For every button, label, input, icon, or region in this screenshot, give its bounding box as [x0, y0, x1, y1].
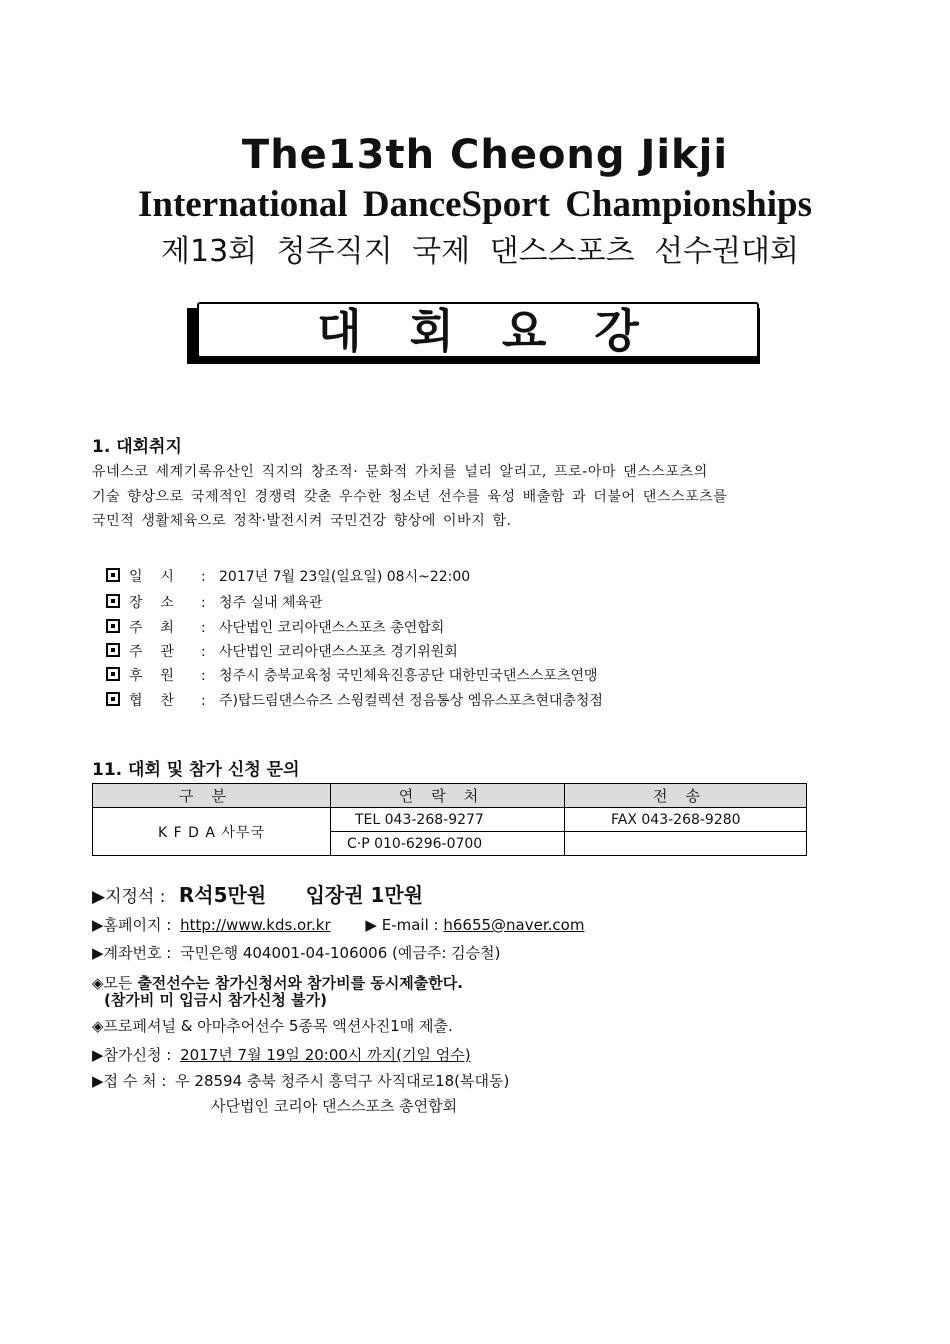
section2-heading: 11. 대회 및 참가 신청 문의	[92, 760, 300, 780]
header-cell: 전송	[565, 784, 807, 808]
info-row-organizer: 주 관 : 사단법인 코리아댄스스포츠 경기위원회	[106, 641, 458, 661]
office-cell: K F D A 사무국	[93, 808, 331, 856]
table-header-row	[93, 784, 807, 808]
seat-price: R석5만원	[178, 883, 267, 907]
info-row-venue: 장 소 : 청주 실내 체육관	[106, 592, 323, 612]
paragraph-line: 유네스코 세계기록유산인 직지의 창조적· 문화적 가치를 널리 알리고, 프로-아마 댄스스포츠의	[92, 464, 708, 480]
square-bullet-icon	[106, 619, 120, 633]
banner-title: 대회요강	[317, 304, 687, 358]
notice-line-1: ◈모든 출전선수는 참가신청서와 참가비를 동시제출한다.	[92, 974, 463, 992]
homepage-link[interactable]: http://www.kds.or.kr	[180, 916, 331, 934]
contact-table	[92, 783, 807, 856]
account-line: ▶계좌번호 : 국민은행 404001-04-106006 (예금주: 김승철)	[92, 944, 501, 962]
title-line-2: International DanceSport Championships	[137, 184, 812, 225]
email-link[interactable]: h6655@naver.com	[443, 916, 585, 934]
address-line: ▶접 수 처 : 우 28594 충북 청주시 흥덕구 사직대로18(복대동)	[92, 1072, 510, 1090]
paragraph-line: 기술 향상으로 국제적인 경쟁력 갖춘 우수한 청소년 선수를 육성 배출함 과 더불어 댄스스포츠를	[92, 488, 728, 505]
homepage-line: ▶홈페이지 : http://www.kds.or.kr ▶ E-mail : h6655@naver.com	[92, 916, 585, 934]
info-row-support: 협 찬 : 주)탑드림댄스슈즈 스윙컬렉션 정음통상 엠유스포츠현대충청점	[106, 690, 603, 710]
title-line-3: 제13회 청주직지 국제 댄스스포츠 선수권대회	[161, 234, 799, 269]
square-bullet-icon	[106, 568, 120, 582]
empty-cell	[565, 832, 807, 856]
apply-line: ▶참가신청 : 2017년 7월 19일 20:00시 까지(기일 엄수)	[92, 1046, 471, 1064]
seat-line: ▶지정석 : R석5만원 입장권 1만원	[92, 883, 424, 907]
ticket-price: 입장권 1만원	[305, 883, 424, 907]
title-line-1: The13th Cheong Jikji	[241, 132, 729, 178]
square-bullet-icon	[106, 643, 120, 657]
section1-heading: 1. 대회취지	[92, 437, 182, 457]
paragraph-line: 국민적 생활체육으로 정착·발전시켜 국민건강 향상에 이바지 함.	[92, 513, 512, 530]
square-bullet-icon	[106, 594, 120, 608]
tel-cell: TEL 043-268-9277	[331, 808, 565, 832]
table-row	[93, 808, 807, 832]
notice-line-1-sub: (참가비 미 입금시 참가신청 불가)	[104, 991, 327, 1009]
square-bullet-icon	[106, 667, 120, 681]
info-row-sponsor: 후 원 : 청주시 충북교육청 국민체육진흥공단 대한민국댄스스포츠연맹	[106, 665, 598, 685]
address-org-line: 사단법인 코리아 댄스스포츠 총연합회	[211, 1097, 458, 1115]
cp-cell: C·P 010-6296-0700	[331, 832, 565, 856]
info-row-date: 일 시 : 2017년 7월 23일(일요일) 08시~22:00	[106, 566, 470, 586]
header-cell: 구분	[93, 784, 331, 808]
section1-paragraph	[92, 460, 852, 534]
square-bullet-icon	[106, 692, 120, 706]
info-row-host: 주 최 : 사단법인 코리아댄스스포츠 총연합회	[106, 617, 444, 637]
notice-line-2: ◈프로페셔널 & 아마추어선수 5종목 액션사진1매 제출.	[92, 1017, 453, 1035]
header-cell: 연락처	[331, 784, 565, 808]
fax-cell: FAX 043-268-9280	[565, 808, 807, 832]
